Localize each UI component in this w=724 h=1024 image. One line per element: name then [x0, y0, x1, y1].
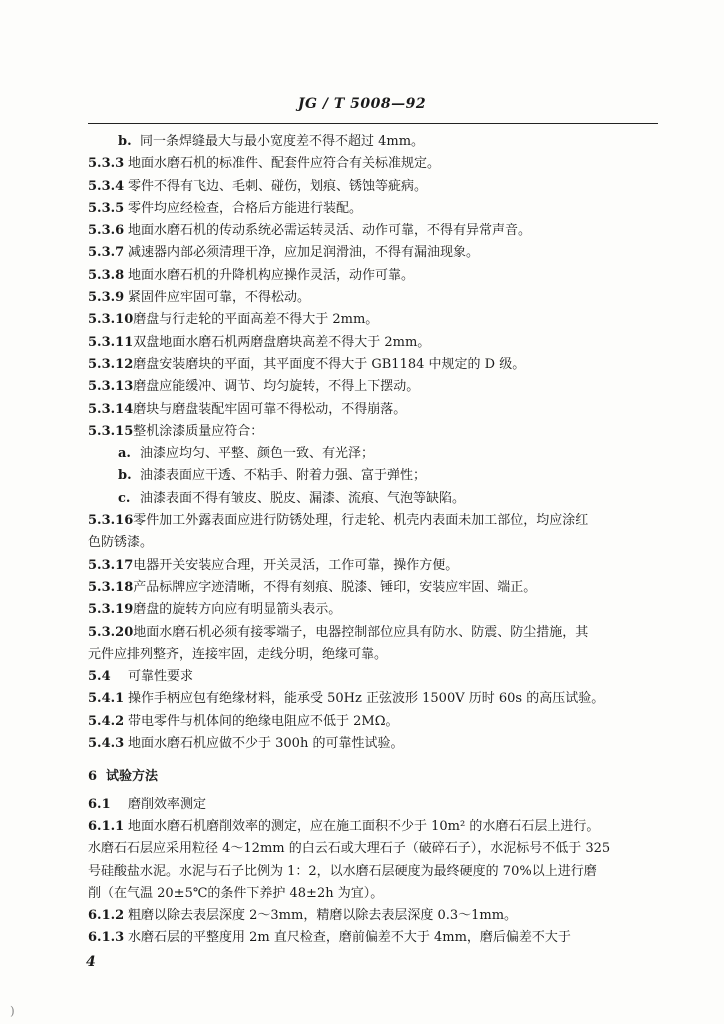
text-line	[88, 421, 660, 443]
clause-number: 5.3.12	[88, 356, 134, 372]
clause-number: 6.1.1	[88, 818, 125, 834]
text-line	[88, 883, 660, 905]
clause-text: 磨盘的旋转方向应有明显箭头表示。	[133, 602, 342, 618]
text-line	[88, 131, 660, 153]
text-line	[88, 376, 660, 398]
clause-number: 5.3.14	[88, 401, 134, 417]
clause-number: 6	[88, 769, 98, 785]
text-line	[88, 622, 660, 644]
clause-number: 5.3.6	[88, 223, 125, 239]
text-line	[88, 220, 660, 242]
clause-text: 可靠性要求	[128, 669, 194, 685]
clause-text: 整机涂漆质量应符合：	[133, 423, 264, 439]
text-line	[88, 399, 660, 421]
clause-text: 磨盘与行走轮的平面高差不得大于 2mm。	[133, 312, 379, 328]
text-line	[88, 794, 660, 816]
clause-text: 号硅酸盐水泥。水泥与石子比例为 1：2，以水磨石层硬度为最终硬度的 70%以上进行磨	[88, 863, 597, 879]
clause-text: 磨削效率测定	[128, 796, 207, 812]
text-line	[88, 861, 660, 883]
text-line	[88, 711, 660, 733]
clause-number: 5.3.18	[88, 579, 134, 595]
clause-number: 5.4	[88, 669, 111, 685]
clause-text: 地面水磨石机的传动系统必需运转灵活、动作可靠，不得有异常声音。	[128, 223, 532, 239]
clause-text: 零件均应经检查，合格后方能进行装配。	[128, 200, 363, 216]
clause-text: 油漆表面应干透、不粘手、附着力强、富于弹性；	[140, 468, 427, 484]
text-line	[88, 332, 660, 354]
text-line	[88, 488, 660, 510]
clause-text: 零件加工外露表面应进行防锈处理，行走轮、机壳内表面未加工部位，均应涂红	[133, 513, 589, 529]
clause-number: 5.3.20	[88, 624, 134, 640]
text-line	[88, 176, 660, 198]
clause-text: 油漆应均匀、平整、颜色一致、有光泽；	[140, 446, 375, 462]
text-line	[88, 265, 660, 287]
margin-mark: )	[10, 1004, 15, 1018]
clause-text: 磨块与磨盘装配牢固可靠不得松动，不得崩落。	[133, 401, 407, 417]
clause-number: 5.3.4	[88, 178, 125, 194]
clause-number: 5.3.10	[88, 312, 134, 328]
clause-number: 5.4.1	[88, 691, 125, 707]
text-line	[88, 644, 660, 666]
text-line	[88, 465, 660, 487]
clause-text: 零件不得有飞边、毛刺、碰伤，划痕、锈蚀等疵病。	[128, 178, 428, 194]
clause-text: 地面水磨石机磨削效率的测定，应在施工面积不少于 10m² 的水磨石石层上进行。	[128, 818, 600, 834]
text-line	[88, 577, 660, 599]
clause-text: 地面水磨石机应做不少于 300h 的可靠性试验。	[128, 736, 404, 752]
text-line	[88, 510, 660, 532]
clause-number: 5.3.13	[88, 379, 134, 395]
clause-number: 5.3.5	[88, 200, 125, 216]
clause-number: 6.1	[88, 796, 111, 812]
text-line	[88, 242, 660, 264]
text-line	[88, 443, 660, 465]
clause-text: 电器开关安装应合理，开关灵活，工作可靠，操作方便。	[133, 557, 459, 573]
clause-text: 水磨石石层应采用粒径 4～12mm 的白云石或大理石子（破碎石子），水泥标号不低于 325	[88, 841, 611, 857]
text-line	[88, 599, 660, 621]
text-line	[88, 153, 660, 175]
clause-number: 5.3.8	[88, 267, 125, 283]
document-body	[88, 131, 660, 950]
clause-text: 试验方法	[106, 769, 159, 785]
text-line	[88, 816, 660, 838]
clause-text: 磨盘安装磨块的平面，其平面度不得大于 GB1184 中规定的 D 级。	[133, 356, 526, 372]
clause-number: 6.1.2	[88, 908, 125, 924]
text-line	[88, 309, 660, 331]
clause-text: 带电零件与机体间的绝缘电阻应不低于 2MΩ。	[128, 713, 399, 729]
clause-number: 5.4.2	[88, 713, 125, 729]
text-line	[88, 733, 660, 755]
clause-text: 地面水磨石机的标准件、配套件应符合有关标准规定。	[128, 156, 441, 172]
text-line	[88, 354, 660, 376]
clause-text: 削（在气温 20±5℃的条件下养护 48±2h 为宜）。	[88, 885, 384, 901]
clause-text: 紧固件应牢固可靠，不得松动。	[128, 290, 311, 306]
clause-number: 5.4.3	[88, 736, 125, 752]
clause-text: 元件应排列整齐，连接牢固，走线分明，绝缘可靠。	[88, 646, 388, 662]
clause-text: 磨盘应能缓冲、调节、均匀旋转，不得上下摆动。	[133, 379, 420, 395]
standard-header: JG / T 5008—92	[297, 96, 427, 112]
clause-text: 粗磨以除去表层深度 2～3mm，精磨以除去表层深度 0.3～1mm。	[128, 908, 518, 924]
clause-number: 5.3.19	[88, 602, 134, 618]
clause-number: 5.3.7	[88, 245, 125, 261]
clause-number: b.	[118, 468, 132, 484]
clause-text: 色防锈漆。	[88, 535, 154, 551]
clause-number: 5.3.16	[88, 513, 134, 529]
clause-number: 5.3.3	[88, 156, 125, 172]
clause-text: 减速器内部必须清理干净，应加足润滑油，不得有漏油现象。	[128, 245, 480, 261]
text-line	[88, 555, 660, 577]
clause-text: 地面水磨石机必须有接零端子，电器控制部位应具有防水、防震、防尘措施，其	[133, 624, 589, 640]
clause-text: 产品标牌应字迹清晰，不得有刻痕、脱漆、锤印，安装应牢固、端正。	[133, 579, 537, 595]
page-number: 4	[86, 954, 96, 970]
text-line	[88, 766, 660, 788]
clause-number: 5.3.11	[88, 334, 134, 350]
clause-text: 同一条焊缝最大与最小宽度差不得不超过 4mm。	[140, 134, 425, 149]
text-line	[88, 287, 660, 309]
text-line	[88, 838, 660, 860]
clause-number: 5.3.17	[88, 557, 134, 573]
text-line	[88, 688, 660, 710]
clause-text: 操作手柄应包有绝缘材料，能承受 50Hz 正弦波形 1500V 历时 60s 的高压试验。	[128, 691, 605, 707]
clause-number: 6.1.3	[88, 930, 125, 946]
clause-number: 5.3.15	[88, 423, 134, 439]
text-line	[88, 532, 660, 554]
clause-text: 双盘地面水磨石机两磨盘磨块高差不得大于 2mm。	[133, 334, 431, 350]
text-line	[88, 666, 660, 688]
clause-number: a.	[118, 446, 131, 462]
clause-number: 5.3.9	[88, 290, 125, 306]
clause-number: c.	[118, 490, 131, 506]
text-line	[88, 905, 660, 927]
text-line	[88, 927, 660, 949]
text-line	[88, 198, 660, 220]
clause-text: 地面水磨石机的升降机构应操作灵活，动作可靠。	[128, 267, 415, 283]
clause-number: b.	[118, 134, 132, 149]
clause-text: 水磨石层的平整度用 2m 直尺检查，磨前偏差不大于 4mm，磨后偏差不大于	[128, 930, 571, 946]
header-rule	[88, 123, 658, 124]
clause-text: 油漆表面不得有皱皮、脱皮、漏漆、流痕、气泡等缺陷。	[140, 490, 466, 506]
